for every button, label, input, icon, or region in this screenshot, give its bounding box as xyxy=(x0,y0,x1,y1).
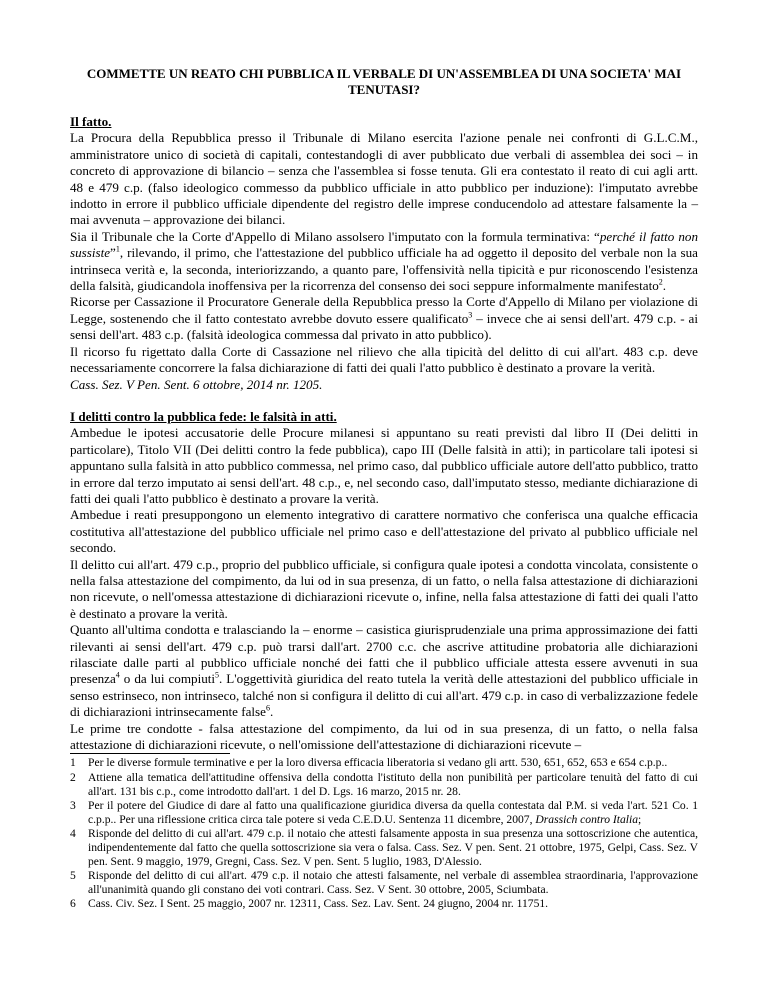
footnote xyxy=(70,897,698,911)
paragraph: Il ricorso fu rigettato dalla Corte di Cassazione nel rilievo che alla tipicità del delitto di cui all'art. 483 c.p. deve necessariamente concorrere la falsa dichiarazione di fatti dei quali l'atto pubblico è destinato a provare la verità. xyxy=(70,343,698,376)
footnote-text: Attiene alla tematica dell'attitudine offensiva della condotta l'istituto della non punibilità per particolare tenuità del fatto di cui all'art. 131 bis c.p., come introdotto dall'art. 1 del D. Lgs. 16 marzo, 2015 nr. 28. xyxy=(88,770,698,798)
footnote xyxy=(70,771,698,799)
footnote-ref[interactable]: 6 xyxy=(265,703,270,713)
footnote-ref[interactable]: 4 xyxy=(115,671,120,681)
case-citation: Cass. Sez. V Pen. Sent. 6 ottobre, 2014 nr. 1205. xyxy=(70,376,323,392)
footnote-number: 3 xyxy=(70,798,76,812)
paragraph: La Procura della Repubblica presso il Tribunale di Milano esercita l'azione penale nei confronti di G.L.C.M., amministratore unico di società di capitali, contestandogli di aver pubblicato due verbali di assemblea dei soci – in concreto di approvazione di bilancio – senza che l'assemblea si fosse tenuta. Gli era contestato il reato di cui agli artt. 48 e 479 c.p. (falso ideologico commesso da pubblico ufficiale in atto pubblico per induzione): l'imputato avrebbe indotto in errore il pubblico ufficiale dipendente del registro delle imprese conducendolo ad attestare falsamente la – mai avvenuta – approvazione dei bilanci. xyxy=(70,130,698,228)
footnote-text: Per il potere del Giudice di dare al fatto una qualificazione giuridica diversa da quella contestata dal P.M. si veda l'art. 521 Co. 1 c.p.p.. Per una riflessione critica circa tale potere si veda C.E.D.U. Sentenza 11 dicembre, 2007, Drassich contro Italia; xyxy=(88,798,698,826)
document-title: COMMETTE UN REATO CHI PUBBLICA IL VERBALE DI UN'ASSEMBLEA DI UNA SOCIETA' MAI TENUTASI? xyxy=(86,66,682,97)
paragraph: Ambedue le ipotesi accusatorie delle Procure milanesi si appuntano su reati previsti dal libro II (Dei delitti in particolare), Titolo VII (Dei delitti contro la fede pubblica), capo III (Delle falsità in atti); in particolare tali ipotesi si appuntano sulla falsità in atto pubblico commessa, nel primo caso, dal pubblico ufficiale autore dell'atto pubblico, tratto in errore dal terzo imputato ai sensi dell'art. 48 c.p., e, nel secondo caso, dall'imputato stesso, mediante dichiarazione di fatti dei quali l'atto pubblico è destinato a provare la verità. xyxy=(70,425,698,506)
paragraph: Ricorse per Cassazione il Procuratore Generale della Repubblica presso la Corte d'Appello di Milano per violazione di Legge, sostenendo che il fatto contestato avrebbe dovuto essere qualificato$^3$ – invece che ai sensi dell'art. 479 c.p. - ai sensi dell'art. 483 c.p. (falsità ideologica commessa dal privato in atto pubblico). xyxy=(70,294,698,343)
footnote-text: Cass. Civ. Sez. I Sent. 25 maggio, 2007 nr. 12311, Cass. Sez. Lav. Sent. 24 giugno, 2004 nr. 11751. xyxy=(88,897,549,911)
paragraph: Ambedue i reati presuppongono un elemento integrativo di carattere normativo che conferisca una qualche efficacia costitutiva all'attestazione del pubblico ufficiale nel primo caso e dell'attestazione del privato al pubblico ufficiale nel secondo. xyxy=(70,507,698,556)
footnote-number: 2 xyxy=(70,770,76,784)
paragraph: Il delitto cui all'art. 479 c.p., proprio del pubblico ufficiale, si configura quale ipotesi a condotta vincolata, consistente o nella falsa attestazione del compimento, da lui od in sua presenza, di un fatto, o nella falsa attestazione di dichiarazioni non ricevute, o nell'omessa attestazione di dichiarazioni ricevute o, infine, nella falsa attestazione di fatti dei quali l'atto è destinato a provare la verità. xyxy=(70,556,698,621)
footnote xyxy=(70,756,698,770)
paragraph: Quanto all'ultima condotta e tralasciando la – enorme – casistica giurisprudenziale una prima approssimazione dei fatti rilevanti ai sensi dell'art. 479 c.p. può trarsi dall'art. 2700 c.c. che ascrive attitudine probatoria alle dichiarazioni rilasciate dalle parti al pubblico ufficiale nonché dei fatti che il pubblico ufficiale attesta essere avvenuti in sua presenza$^4$ o da lui compiuti$^5$. L'oggettività giuridica del reato tutela la verità delle attestazioni del pubblico ufficiale in senso estrinseco, non intrinseco, talché non si configura il delitto di cui all'art. 479 c.p. in caso di verbalizzazione fedele di dichiarazioni intrinsecamente false$^6$. xyxy=(70,622,698,720)
section-heading-delitti: I delitti contro la pubblica fede: le falsità in atti. xyxy=(70,408,337,424)
footnote-number: 6 xyxy=(70,897,76,911)
quote-formula: perché il fatto non sussiste xyxy=(70,228,699,261)
footnote-text: Per le diverse formule terminative e per la loro diversa efficacia liberatoria si vedano gli artt. 530, 651, 652, 653 e 654 c.p.p.. xyxy=(88,756,668,770)
footnote-ref[interactable]: 1 xyxy=(115,244,120,254)
footnote-separator xyxy=(70,753,230,754)
paragraph: Sia il Tribunale che la Corte d'Appello di Milano assolsero l'imputato con la formula terminativa: “perché il fatto non sussiste”$^1$, rilevando, il primo, che l'attestazione del pubblico ufficiale ha ad oggetto il deposito del verbale non la sua intrinseca verità e, la seconda, interiorizzando, a quanto pare, l'offensività nella tipicità e pur riconoscendo l'esistenza della falsità, giudicandola inoffensiva per la ricorrenza del consenso dei soci seppure informalmente manifestato$^2$. xyxy=(70,228,699,294)
footnote xyxy=(70,827,698,869)
footnote-number: 5 xyxy=(70,869,76,883)
footnote-ref[interactable]: 2 xyxy=(658,277,663,287)
section-heading-fatto: Il fatto. xyxy=(70,114,112,129)
footnote-ref[interactable]: 5 xyxy=(215,671,220,681)
document-page xyxy=(70,0,698,911)
footnote xyxy=(70,869,698,897)
paragraph: Le prime tre condotte - falsa attestazione del compimento, da lui od in sua presenza, di un fatto, o nella falsa attestazione di dichiarazioni ricevute, o nell'omissione dell'attestazione di dichiarazioni ricevute – xyxy=(70,720,698,753)
footnote-ref[interactable]: 3 xyxy=(468,310,473,320)
footnotes xyxy=(70,756,698,911)
footnote xyxy=(70,799,698,827)
footnote-text: Risponde del delitto di cui all'art. 479 c.p. il notaio che attesti falsamente apposta in sua presenza una sottoscrizione che autentica, indipendentemente dal fatto che quella sottoscrizione sia vera o falsa. Cass. Sez. V pen. Sent. 21 ottobre, 1975, Gelpi, Cass. Sez. V pen. Sent. 9 maggio, 1979, Gregni, Cass. Sez. V pen. Sent. 5 luglio, 1983, D'Alessio. xyxy=(88,826,698,869)
footnote-number: 4 xyxy=(70,826,76,840)
footnote-number: 1 xyxy=(70,756,76,770)
footnote-text: Risponde del delitto di cui all'art. 479 c.p. il notaio che attesti falsamente, nel verbale di assemblea straordinaria, l'approvazione all'unanimità quando gli constano dei voti contrari. Cass. Sez. V Sent. 30 ottobre, 2005, Sciumbata. xyxy=(88,869,698,897)
